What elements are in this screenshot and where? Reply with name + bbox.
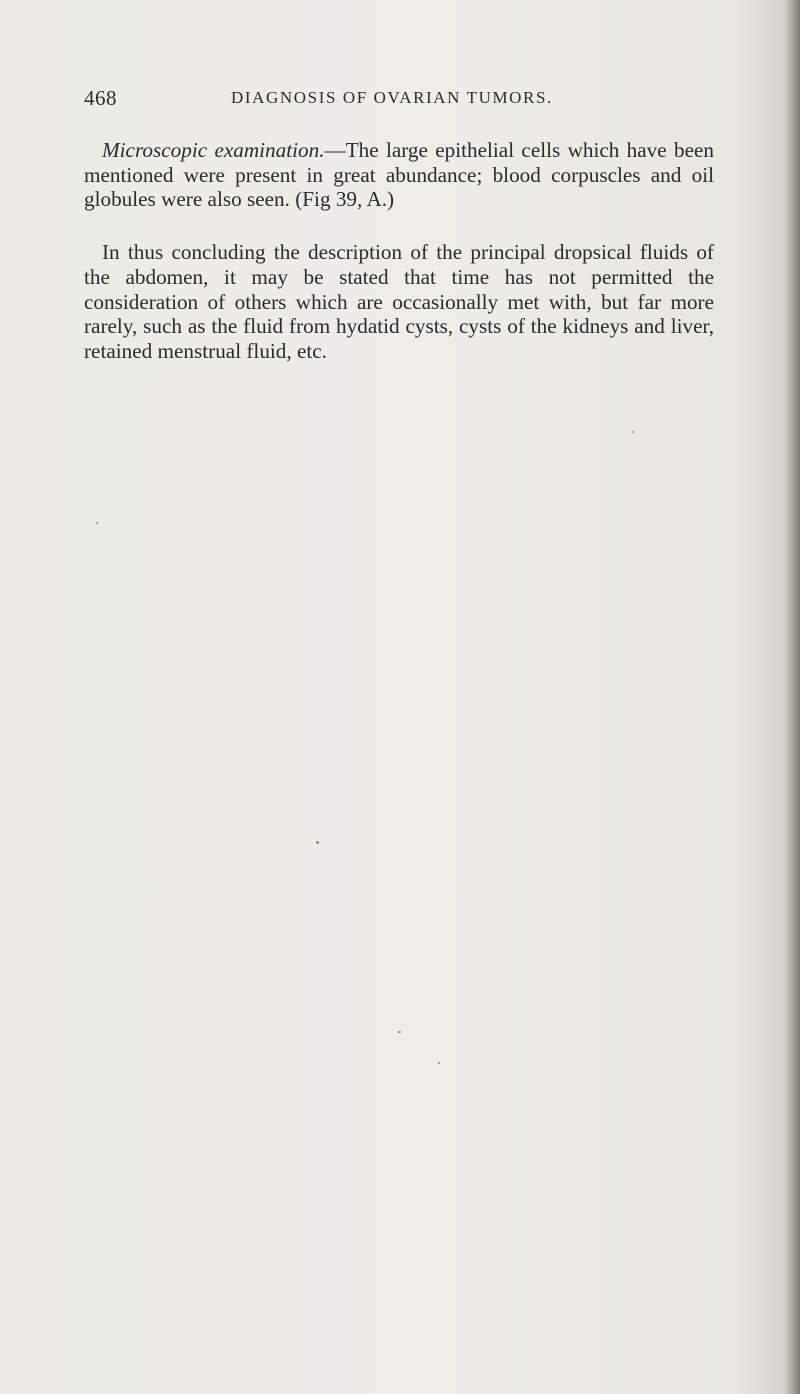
running-title: DIAGNOSIS OF OVARIAN TUMORS.	[231, 88, 553, 107]
paragraph-lead-in: Microscopic examination.	[102, 138, 325, 162]
page-edge-shadow	[784, 0, 800, 1394]
paragraph-concluding-remarks: In thus concluding the description of the principal dropsical fluids of the abdomen, it may be stated that time has not permitted the consideration of others which are occasionally met with, but far more rarely, such as the fluid from hydatid cysts, cysts of the kidneys and liver, retained menstrual fluid, etc.	[84, 240, 714, 363]
paper-speck	[316, 841, 319, 844]
paragraph-microscopic-examination	[84, 138, 714, 212]
page-number: 468	[84, 86, 117, 110]
paper-speck	[96, 522, 98, 524]
paper-speck	[438, 1062, 440, 1064]
body-text	[84, 138, 714, 364]
paper-speck	[398, 1031, 401, 1033]
paper-speck	[632, 431, 634, 433]
running-head	[84, 86, 724, 116]
paragraph-text: —The large epithelial cells which have been mentioned were present in great abundance; blood corpuscles and oil globules were also seen. (Fig 39, A.)	[84, 138, 714, 212]
